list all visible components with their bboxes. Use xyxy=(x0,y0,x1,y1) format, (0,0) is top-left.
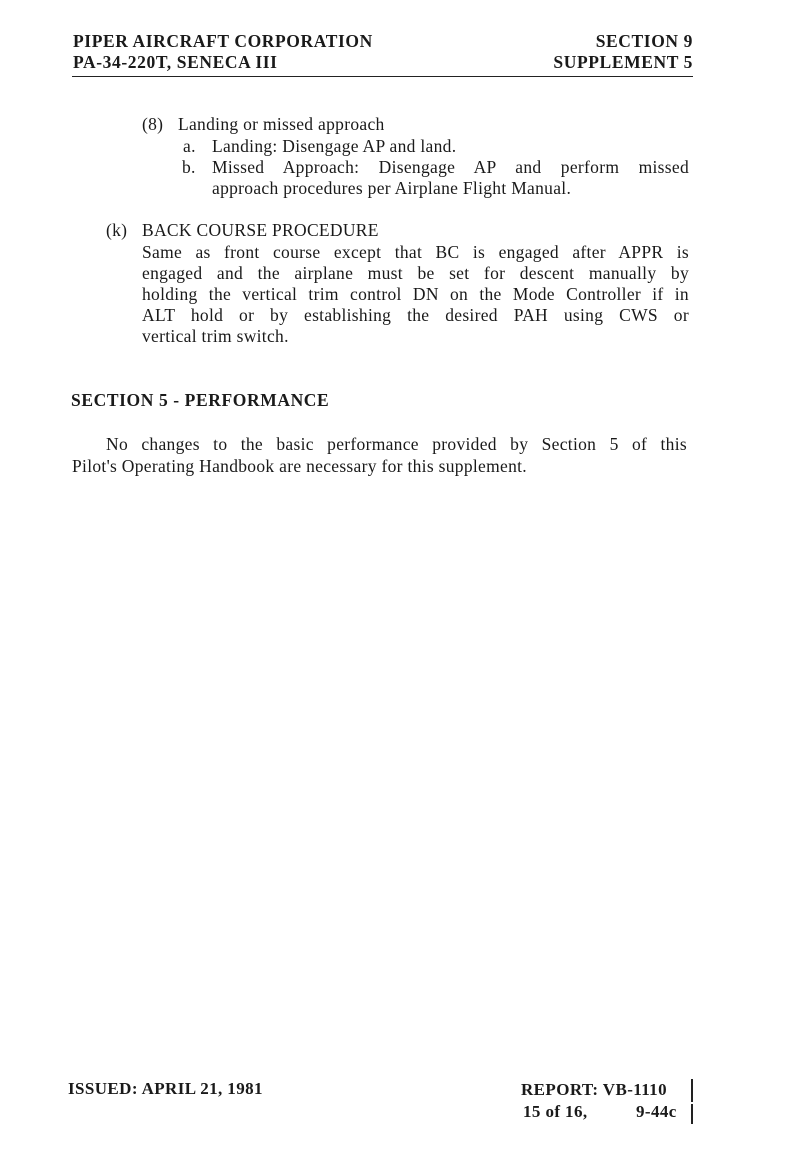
item-k-line-1: Same as front course except that BC is engaged after APPR is xyxy=(142,242,689,262)
item-8b-line-2: approach procedures per Airplane Flight Manual. xyxy=(212,178,572,198)
section-5-heading: SECTION 5 - PERFORMANCE xyxy=(71,390,330,410)
report-number: REPORT: VB-1110 xyxy=(521,1080,667,1099)
revision-bar-top xyxy=(691,1079,693,1102)
section-number: SECTION 9 xyxy=(595,31,693,51)
item-8a-marker: a. xyxy=(183,136,196,156)
header-divider xyxy=(72,76,693,77)
item-k-line-5: vertical trim switch. xyxy=(142,326,289,346)
aircraft-model: PA-34-220T, SENECA III xyxy=(73,52,278,72)
company-name: PIPER AIRCRAFT CORPORATION xyxy=(73,31,373,51)
item-k-title: BACK COURSE PROCEDURE xyxy=(142,220,379,240)
item-k-marker: (k) xyxy=(106,220,128,240)
item-8-marker: (8) xyxy=(142,114,164,134)
section-5-line-2: Pilot's Operating Handbook are necessary for this supplement. xyxy=(72,456,527,476)
running-header-right xyxy=(553,31,693,73)
page-number: 15 of 16, xyxy=(523,1102,588,1121)
item-k-line-4: ALT hold or by establishing the desired PAH using CWS or xyxy=(142,305,689,325)
issued-date: ISSUED: APRIL 21, 1981 xyxy=(68,1079,263,1098)
supplement-number: SUPPLEMENT 5 xyxy=(553,52,693,72)
item-k-line-2: engaged and the airplane must be set for descent manually by xyxy=(142,263,689,283)
item-8b-marker: b. xyxy=(182,157,196,177)
item-8b-line-1: Missed Approach: Disengage AP and perform missed xyxy=(212,157,689,177)
item-8a-text: Landing: Disengage AP and land. xyxy=(212,136,457,156)
running-header-left xyxy=(73,31,373,73)
revision-bar-bottom xyxy=(691,1104,693,1124)
item-8-title: Landing or missed approach xyxy=(178,114,385,134)
section-5-line-1: No changes to the basic performance provided by Section 5 of this xyxy=(106,434,687,454)
page-reference: 9-44c xyxy=(636,1102,677,1121)
item-k-line-3: holding the vertical trim control DN on the Mode Controller if in xyxy=(142,284,689,304)
